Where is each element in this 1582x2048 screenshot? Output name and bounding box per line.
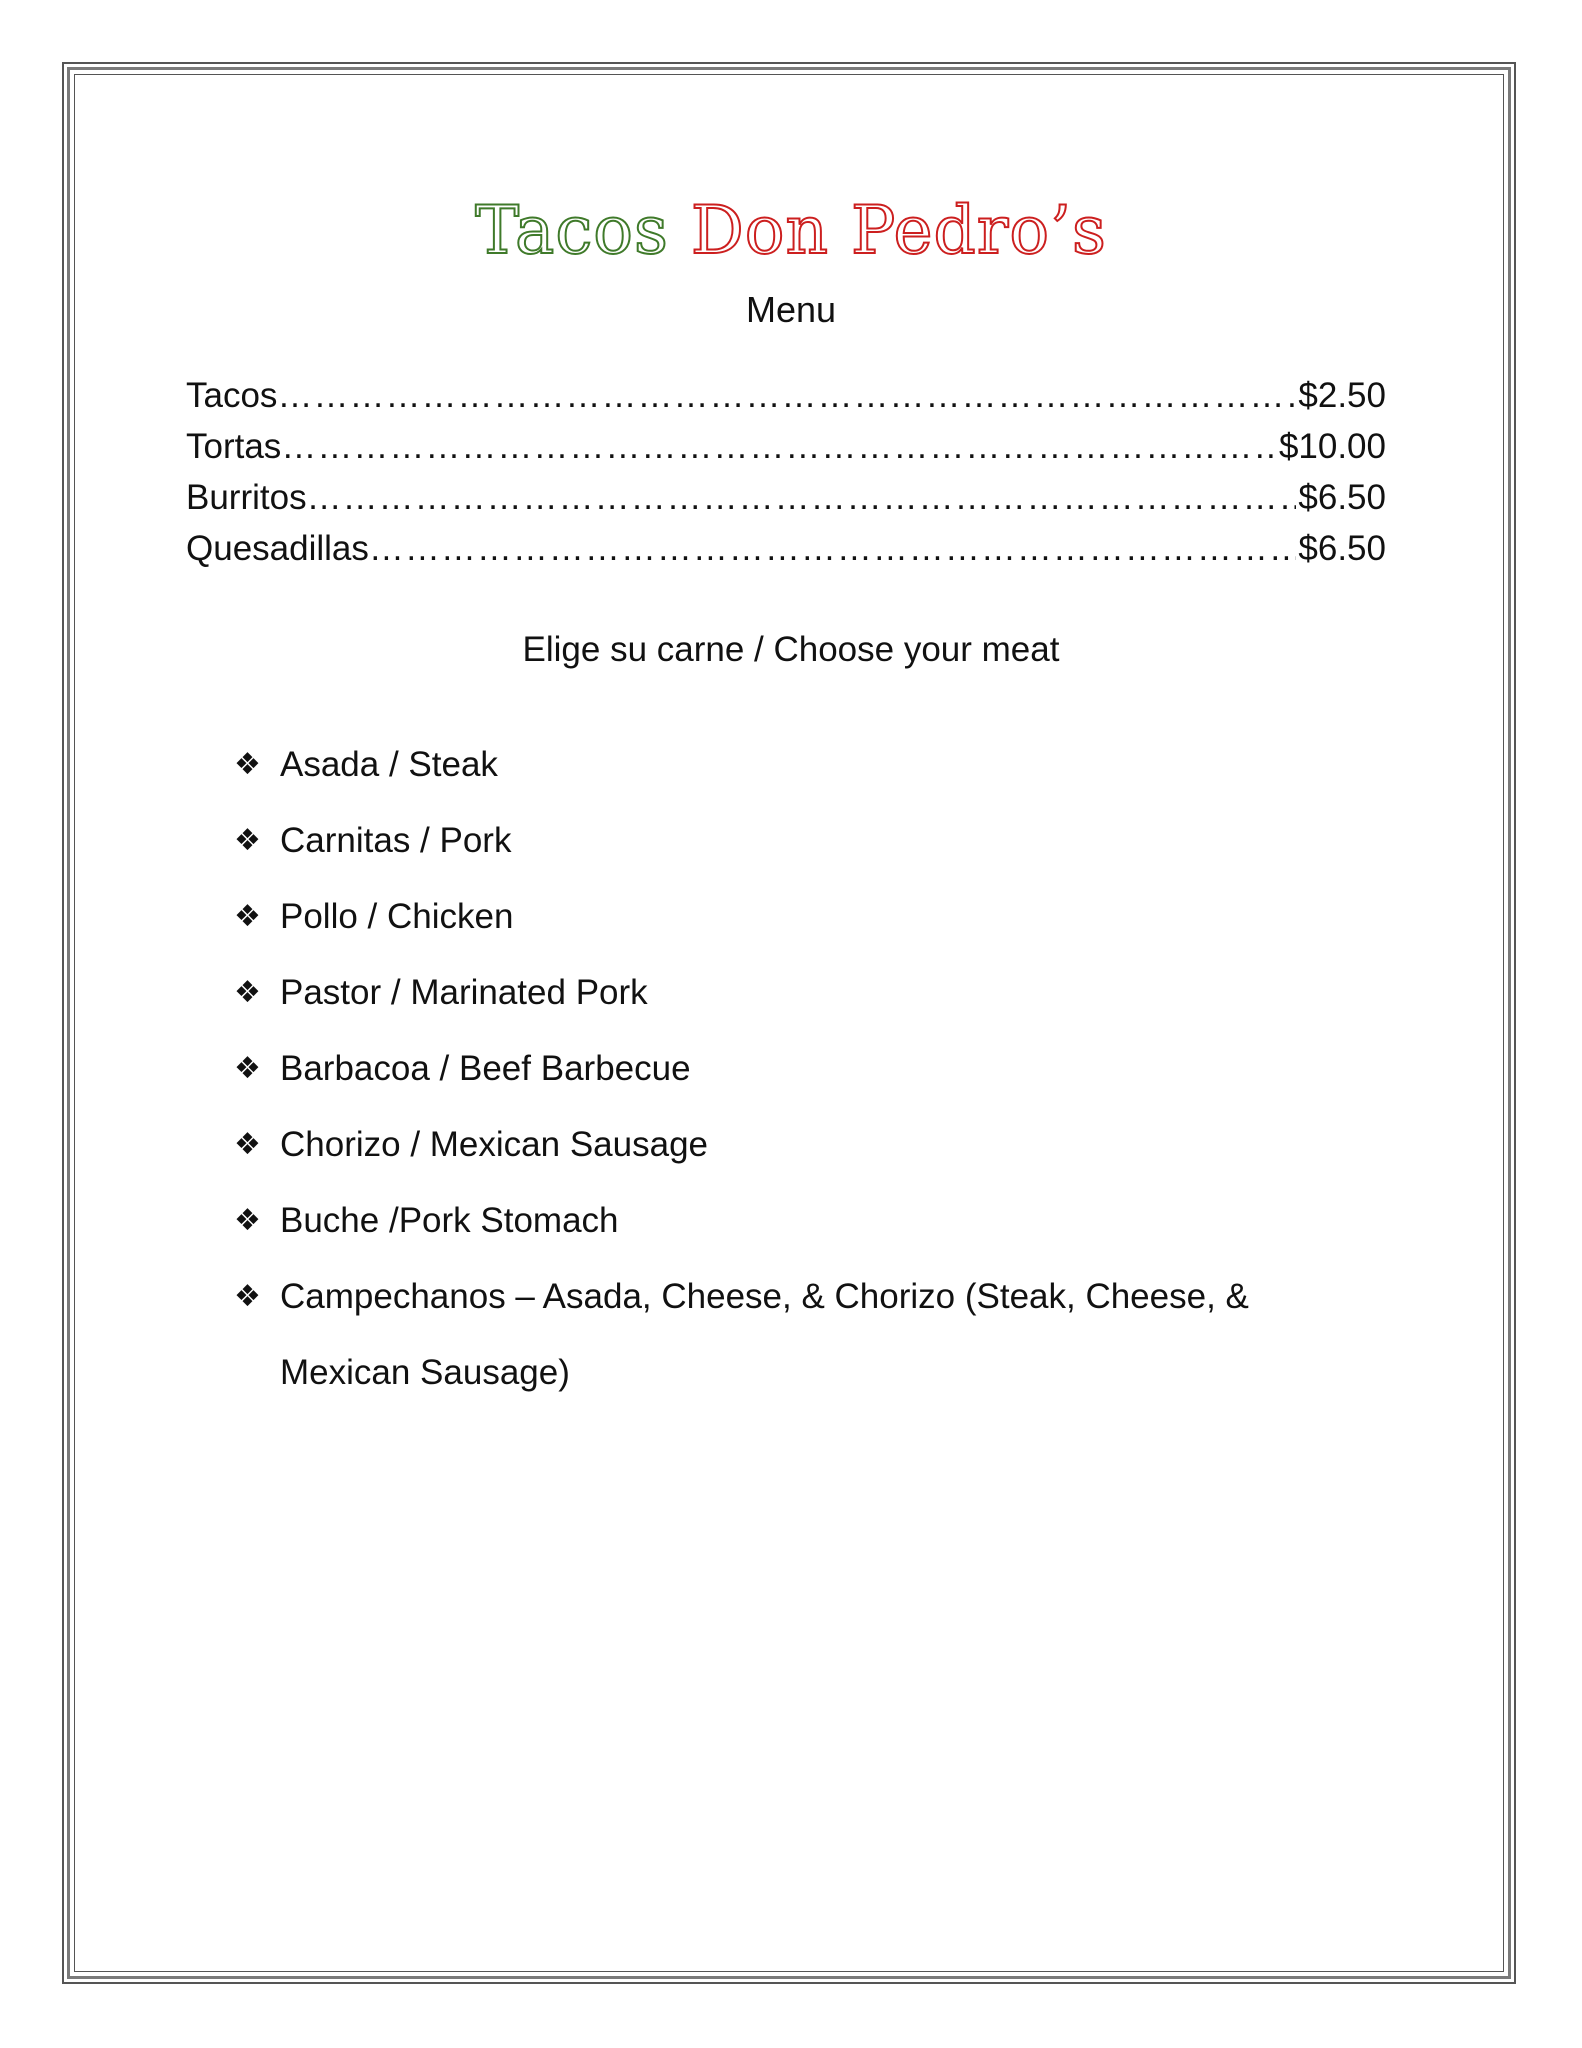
meat-item-asada xyxy=(234,727,1354,803)
diamond-cross-bullet-icon: ❖ xyxy=(234,1052,261,1085)
price-item-name: Tortas xyxy=(186,427,282,466)
diamond-cross-bullet-icon: ❖ xyxy=(234,976,261,1009)
meat-section-heading: Elige su carne / Choose your meat xyxy=(522,630,1060,669)
meat-item-carnitas xyxy=(234,803,1354,879)
dot-leader xyxy=(307,472,1297,523)
price-row-quesadillas xyxy=(186,523,1386,574)
meat-item-campechanos xyxy=(234,1259,1354,1411)
meat-item-label: Buche /Pork Stomach xyxy=(280,1201,619,1240)
price-row-tacos xyxy=(186,370,1386,421)
diamond-cross-bullet-icon: ❖ xyxy=(234,1204,261,1237)
diamond-cross-bullet-icon: ❖ xyxy=(234,1280,261,1313)
price-row-tortas xyxy=(186,421,1386,472)
restaurant-title xyxy=(0,186,1582,276)
meat-item-label: Campechanos – Asada, Cheese, & Chorizo (Steak, Cheese, & Mexican Sausage) xyxy=(280,1277,1249,1392)
diamond-cross-bullet-icon: ❖ xyxy=(234,748,261,781)
menu-subtitle: Menu xyxy=(745,289,837,330)
meat-item-label: Asada / Steak xyxy=(280,745,498,784)
price-value: $6.50 xyxy=(1298,529,1386,568)
meat-item-label: Barbacoa / Beef Barbecue xyxy=(280,1049,691,1088)
price-list xyxy=(186,370,1386,574)
dot-leader xyxy=(369,523,1297,574)
price-item-name: Quesadillas xyxy=(186,529,369,568)
meat-item-buche xyxy=(234,1183,1354,1259)
dot-leader xyxy=(281,421,1277,472)
meat-item-label: Carnitas / Pork xyxy=(280,821,512,860)
meat-item-chorizo xyxy=(234,1107,1354,1183)
price-row-burritos xyxy=(186,472,1386,523)
meat-item-pollo xyxy=(234,879,1354,955)
price-item-name: Tacos xyxy=(186,376,278,415)
price-item-name: Burritos xyxy=(186,478,307,517)
meat-item-label: Chorizo / Mexican Sausage xyxy=(280,1125,708,1164)
meat-item-pastor xyxy=(234,955,1354,1031)
price-value: $2.50 xyxy=(1298,376,1386,415)
meat-list xyxy=(234,727,1354,1411)
diamond-cross-bullet-icon: ❖ xyxy=(234,1128,261,1161)
meat-item-label: Pollo / Chicken xyxy=(280,897,514,936)
diamond-cross-bullet-icon: ❖ xyxy=(234,824,261,857)
title-word-tacos: Tacos xyxy=(475,192,669,269)
price-value: $10.00 xyxy=(1278,427,1386,466)
meat-item-label: Pastor / Marinated Pork xyxy=(280,973,648,1012)
diamond-cross-bullet-icon: ❖ xyxy=(234,900,261,933)
dot-leader xyxy=(277,370,1296,421)
title-word-don-pedros: Don Pedro’s xyxy=(690,192,1107,269)
price-value: $6.50 xyxy=(1298,478,1386,517)
meat-item-barbacoa xyxy=(234,1031,1354,1107)
